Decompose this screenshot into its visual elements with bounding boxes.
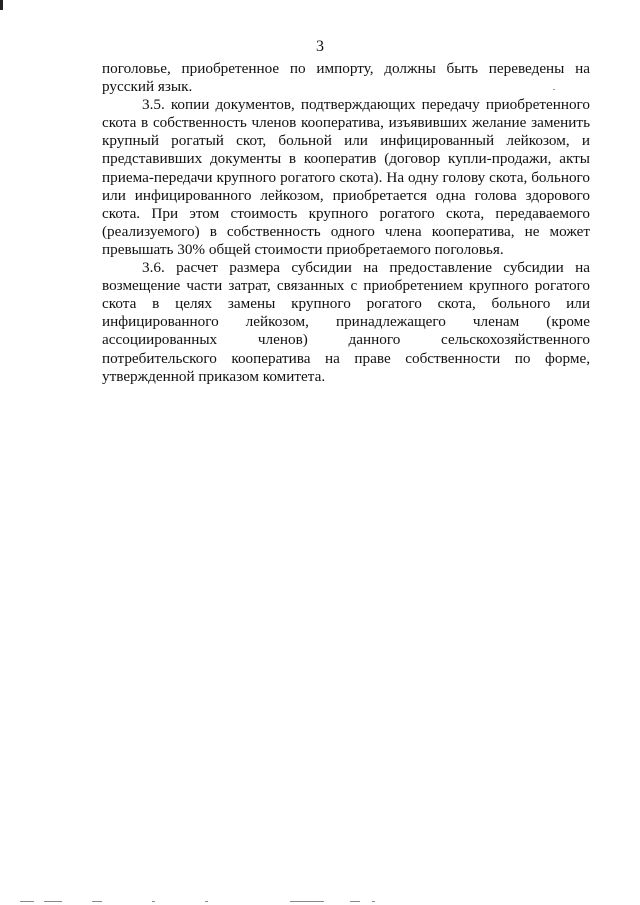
page-number: 3 — [316, 38, 324, 55]
document-body — [102, 60, 590, 386]
continuation-paragraph: поголовье, приобретенное по импорту, должны быть переведены на русский язык. — [102, 60, 590, 96]
scan-edge-mark — [0, 0, 3, 10]
paragraph-3-6: 3.6. расчет размера субсидии на предоставление субсидии на возмещение части затрат, связанных с приобретением крупного рогатого скота в целях замены крупного рогатого скота, больного или инфицированного лейкозом, принадлежащего членам (кроме ассоциированных членов) данного сельскохозяйственного потребительского кооператива на праве собственности по форме, утвержденной приказом комитета. — [102, 259, 590, 385]
scan-speck — [553, 89, 555, 90]
scan-footer-artifacts — [0, 898, 640, 904]
paragraph-3-5: 3.5. копии документов, подтверждающих передачу приобретенного скота в собственность членов кооператива, изъявивших желание заменить крупный рогатый скот, больной или инфицированный лейкозом, и представивших документы в кооператив (договор купли-продажи, акты приема-передачи крупного рогатого скота). На одну голову скота, больного или инфицированного лейкозом, приобретается одна голова здорового скота. При этом стоимость крупного рогатого скота, передаваемого (реализуемого) в собственность одного члена кооператива, не может превышать 30% общей стоимости приобретаемого поголовья. — [102, 96, 590, 258]
